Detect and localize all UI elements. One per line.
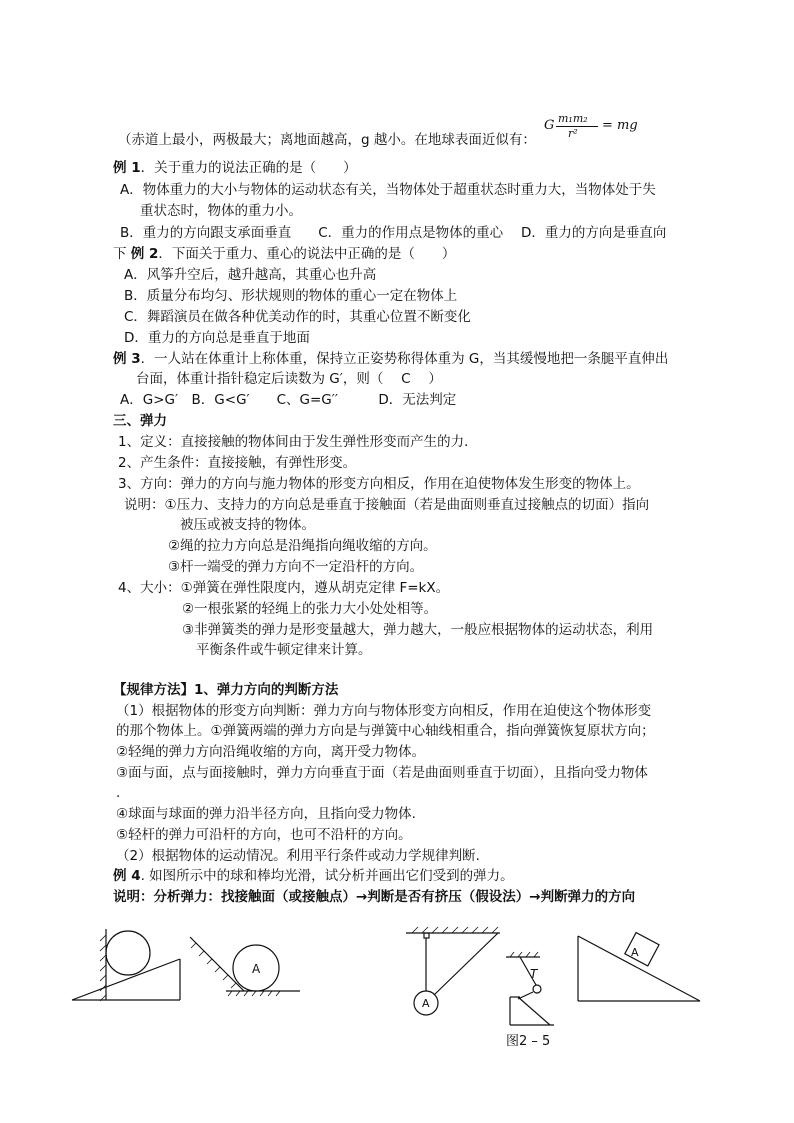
condition: 2、产生条件：直接接触，有弹性形变。	[118, 455, 357, 471]
figure-2-5	[0, 915, 794, 1065]
example-3-question-cont: 台面，体重计指针稳定后读数为 G′，则（ C ）	[136, 371, 442, 387]
example-2-option-c: C．舞蹈演员在做各种优美动作的时，其重心位置不断变化	[124, 309, 471, 325]
magnitude-2: ②一根张紧的轻绳上的张力大小处处相等。	[182, 601, 438, 617]
rule-method-title: 【规律方法】1、弹力方向的判断方法	[113, 682, 339, 698]
example-3-question: ．一人站在体重计上称体重，保持立正姿势称得体重为 G，当其缓慢地把一条腿平直伸出	[140, 351, 669, 367]
diagram-hanging-ball-a	[406, 927, 500, 1015]
rule-2: ②轻绳的弹力方向沿绳收缩的方向，离开受力物体。	[116, 744, 426, 760]
note-2: ②绳的拉力方向总是沿绳指向绳收缩的方向。	[168, 538, 437, 554]
example-3-label: 例 3	[113, 351, 141, 367]
example-2-option-a: A．风筝升空后，越升越高，其重心也升高	[124, 267, 377, 283]
gravity-formula	[544, 112, 664, 144]
rule-1-cont: 的那个物体上。①弹簧两端的弹力方向是与弹簧中心轴线相重合，指向弹簧恢复原状方向；	[116, 723, 655, 739]
rule-6: （2）根据物体的运动情况。利用平行条件或动力学规律判断.	[116, 848, 480, 864]
example-3-options: A．G>G′ B．G<G′ C、G=G′′ D．无法判定	[120, 392, 457, 408]
note-1-cont: 被压或被支持的物体。	[180, 517, 315, 533]
diagram-block-a-incline	[578, 933, 700, 1001]
formula-numerator: m₁m₂	[558, 112, 588, 125]
summary: 说明：分析弹力：找接触面（或接触点）→判断是否有挤压（假设法）→判断弹力的方向	[113, 889, 636, 905]
formula-denominator: r²	[568, 127, 578, 140]
rule-4: ④球面与球面的弹力沿半径方向，且指向受力物体.	[116, 806, 416, 822]
block-a-label: A	[631, 946, 639, 959]
note-3: ③杆一端受的弹力方向不一定沿杆的方向。	[168, 559, 424, 575]
example-1-option-a: A．物体重力的大小与物体的运动状态有关，当物体处于超重状态时重力大，当物体处于失	[120, 182, 656, 198]
example-1-label: 例 1	[113, 160, 141, 176]
diagram-ball-incline-wall	[72, 929, 180, 1001]
formula-rhs: = mg	[602, 118, 638, 133]
formula-g: G	[544, 118, 555, 133]
example-1-options-bcd: B．重力的方向跟支承面垂直 C．重力的作用点是物体的重心 D．重力的方向是垂直向	[120, 225, 667, 241]
example-3	[113, 350, 668, 368]
rule-3-cont: .	[116, 785, 121, 801]
rule-3: ③面与面，点与面接触时，弹力方向垂直于面（若是曲面则垂直于切面），且指向受力物体	[116, 765, 648, 781]
diagram-rod-tension	[506, 952, 554, 1025]
tension-label: T	[530, 967, 538, 981]
ball-a-label: A	[252, 962, 261, 976]
rule-5: ⑤轻杆的弹力可沿杆的方向，也可不沿杆的方向。	[116, 827, 412, 843]
magnitude-3: ③非弹簧类的弹力是形变量越大，弹力越大，一般应根据物体的运动状态，利用	[182, 622, 654, 638]
definition: 1、定义：直接接触的物体间由于发生弹性形变而产生的力．	[118, 434, 478, 450]
example-2-option-b: B．质量分布均匀、形状规则的物体的重心一定在物体上	[124, 288, 458, 304]
example-2-option-d: D．重力的方向总是垂直于地面	[124, 330, 310, 346]
example-4-label: 例 4	[113, 868, 141, 884]
section-heading-elastic-force: 三、弹力	[113, 413, 167, 429]
example-2-question: ．下面关于重力、重心的说法中正确的是（ ）	[158, 246, 456, 262]
figure-caption: 图2 – 5	[506, 1034, 551, 1049]
example-2-label: 例 2	[130, 246, 159, 262]
magnitude-3-cont: 平衡条件或牛顿定律来计算。	[196, 642, 372, 658]
gravity-note: （赤道上最小，两极最大；离地面越高，g 越小。在地球表面近似有：	[118, 132, 536, 148]
rule-1: （1）根据物体的形变方向判断：弹力方向与物体形变方向相反，作用在迫使这个物体形变	[116, 703, 652, 719]
example-2-prefix: 下	[113, 246, 131, 262]
example-1	[113, 159, 357, 177]
magnitude-1: 4、大小：①弹簧在弹性限度内，遵从胡克定律 F=kX。	[118, 580, 450, 596]
diagram-ball-a-inclined-wall	[190, 937, 300, 996]
example-4-question: . 如图所示中的球和棒均光滑，试分析并画出它们受到的弹力。	[140, 868, 514, 884]
hanging-ball-a-label: A	[422, 997, 430, 1010]
note-1: 说明：①压力、支持力的方向总是垂直于接触面（若是曲面则垂直过接触点的切面）指向	[124, 497, 650, 513]
example-1-option-a-cont: 重状态时，物体的重力小。	[140, 203, 302, 219]
example-4	[113, 867, 514, 885]
example-1-question: ．关于重力的说法正确的是（ ）	[140, 160, 357, 176]
direction: 3、方向：弹力的方向与施力物体的形变方向相反，作用在迫使物体发生形变的物体上。	[118, 476, 640, 492]
example-2	[113, 245, 455, 263]
